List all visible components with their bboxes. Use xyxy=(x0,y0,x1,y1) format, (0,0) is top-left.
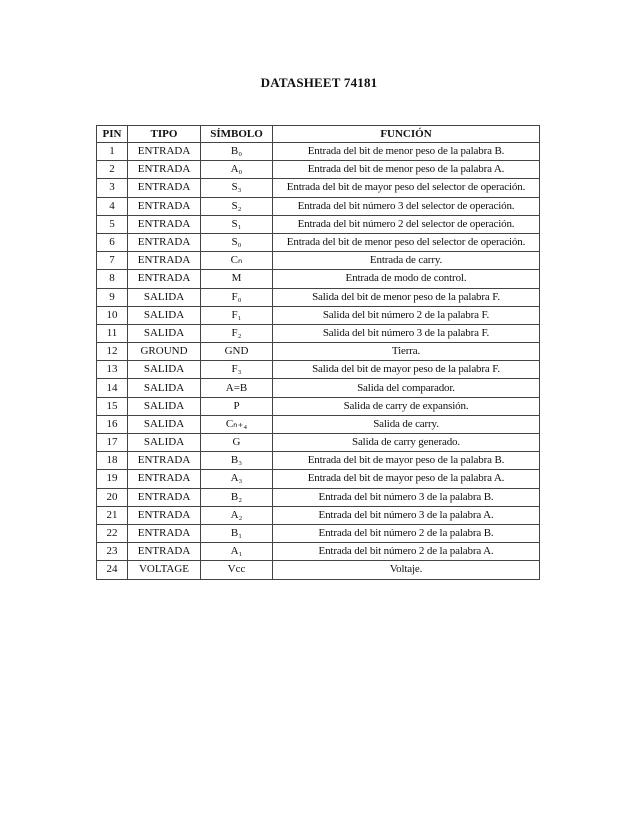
cell-tipo: ENTRADA xyxy=(128,543,201,561)
table-row xyxy=(97,470,540,488)
cell-pin: 15 xyxy=(97,397,128,415)
cell-funcion: Salida de carry de expansión. xyxy=(273,397,540,415)
table-row xyxy=(97,288,540,306)
cell-simbolo: Cₙ₊₄ xyxy=(201,415,273,433)
cell-funcion: Entrada del bit de menor peso de la palabra A. xyxy=(273,161,540,179)
cell-pin: 17 xyxy=(97,434,128,452)
cell-pin: 18 xyxy=(97,452,128,470)
cell-pin: 22 xyxy=(97,524,128,542)
cell-pin: 2 xyxy=(97,161,128,179)
cell-simbolo: Vcc xyxy=(201,561,273,579)
cell-funcion: Salida de carry. xyxy=(273,415,540,433)
table-body xyxy=(97,143,540,580)
table-row xyxy=(97,233,540,251)
table-row xyxy=(97,524,540,542)
cell-funcion: Entrada del bit de menor peso de la palabra B. xyxy=(273,143,540,161)
cell-funcion: Entrada de carry. xyxy=(273,252,540,270)
cell-pin: 1 xyxy=(97,143,128,161)
cell-pin: 12 xyxy=(97,343,128,361)
cell-pin: 11 xyxy=(97,324,128,342)
table-row xyxy=(97,143,540,161)
header-pin: PIN xyxy=(97,126,128,143)
table-row xyxy=(97,324,540,342)
cell-simbolo: G xyxy=(201,434,273,452)
cell-funcion: Entrada de modo de control. xyxy=(273,270,540,288)
cell-simbolo: A₃ xyxy=(201,470,273,488)
table-row xyxy=(97,306,540,324)
cell-funcion: Tierra. xyxy=(273,343,540,361)
cell-pin: 16 xyxy=(97,415,128,433)
cell-funcion: Salida del bit de menor peso de la palabra F. xyxy=(273,288,540,306)
cell-pin: 20 xyxy=(97,488,128,506)
cell-simbolo: A₁ xyxy=(201,543,273,561)
cell-tipo: SALIDA xyxy=(128,415,201,433)
cell-tipo: ENTRADA xyxy=(128,215,201,233)
cell-tipo: ENTRADA xyxy=(128,179,201,197)
cell-pin: 3 xyxy=(97,179,128,197)
table-row xyxy=(97,543,540,561)
cell-simbolo: F₁ xyxy=(201,306,273,324)
cell-funcion: Voltaje. xyxy=(273,561,540,579)
cell-tipo: SALIDA xyxy=(128,361,201,379)
cell-tipo: ENTRADA xyxy=(128,270,201,288)
cell-pin: 14 xyxy=(97,379,128,397)
cell-funcion: Salida del bit de mayor peso de la palabra F. xyxy=(273,361,540,379)
cell-funcion: Salida de carry generado. xyxy=(273,434,540,452)
cell-pin: 10 xyxy=(97,306,128,324)
table-row xyxy=(97,361,540,379)
cell-funcion: Entrada del bit de mayor peso de la palabra A. xyxy=(273,470,540,488)
table-row xyxy=(97,434,540,452)
cell-funcion: Salida del comparador. xyxy=(273,379,540,397)
cell-pin: 4 xyxy=(97,197,128,215)
cell-tipo: ENTRADA xyxy=(128,233,201,251)
cell-tipo: SALIDA xyxy=(128,379,201,397)
cell-tipo: SALIDA xyxy=(128,288,201,306)
cell-simbolo: F₃ xyxy=(201,361,273,379)
cell-pin: 19 xyxy=(97,470,128,488)
table-row xyxy=(97,488,540,506)
cell-pin: 8 xyxy=(97,270,128,288)
header-simbolo: SÍMBOLO xyxy=(201,126,273,143)
cell-pin: 6 xyxy=(97,233,128,251)
table-row xyxy=(97,452,540,470)
cell-pin: 21 xyxy=(97,506,128,524)
cell-tipo: ENTRADA xyxy=(128,488,201,506)
cell-simbolo: F₂ xyxy=(201,324,273,342)
cell-simbolo: Cₙ xyxy=(201,252,273,270)
header-tipo: TIPO xyxy=(128,126,201,143)
cell-tipo: ENTRADA xyxy=(128,452,201,470)
cell-funcion: Entrada del bit de mayor peso del selector de operación. xyxy=(273,179,540,197)
header-funcion: FUNCIÓN xyxy=(273,126,540,143)
cell-simbolo: M xyxy=(201,270,273,288)
cell-funcion: Entrada del bit número 3 del selector de operación. xyxy=(273,197,540,215)
cell-tipo: SALIDA xyxy=(128,397,201,415)
cell-tipo: ENTRADA xyxy=(128,506,201,524)
cell-funcion: Entrada del bit número 2 del selector de operación. xyxy=(273,215,540,233)
cell-simbolo: A₀ xyxy=(201,161,273,179)
table-row xyxy=(97,379,540,397)
cell-funcion: Salida del bit número 2 de la palabra F. xyxy=(273,306,540,324)
cell-simbolo: B₂ xyxy=(201,488,273,506)
cell-pin: 7 xyxy=(97,252,128,270)
cell-simbolo: P xyxy=(201,397,273,415)
table-row xyxy=(97,270,540,288)
cell-simbolo: S₃ xyxy=(201,179,273,197)
cell-tipo: SALIDA xyxy=(128,306,201,324)
cell-funcion: Entrada del bit número 3 de la palabra A. xyxy=(273,506,540,524)
table-row xyxy=(97,197,540,215)
cell-simbolo: B₁ xyxy=(201,524,273,542)
cell-simbolo: A₂ xyxy=(201,506,273,524)
table-row xyxy=(97,252,540,270)
cell-pin: 13 xyxy=(97,361,128,379)
cell-simbolo: B₀ xyxy=(201,143,273,161)
cell-funcion: Entrada del bit número 3 de la palabra B. xyxy=(273,488,540,506)
pin-table xyxy=(96,125,540,580)
cell-simbolo: S₂ xyxy=(201,197,273,215)
cell-tipo: ENTRADA xyxy=(128,524,201,542)
cell-tipo: ENTRADA xyxy=(128,161,201,179)
cell-tipo: ENTRADA xyxy=(128,197,201,215)
cell-simbolo: A=B xyxy=(201,379,273,397)
cell-funcion: Entrada del bit de menor peso del selector de operación. xyxy=(273,233,540,251)
cell-tipo: ENTRADA xyxy=(128,470,201,488)
table-header-row xyxy=(97,126,540,143)
cell-funcion: Entrada del bit número 2 de la palabra A. xyxy=(273,543,540,561)
table-row xyxy=(97,215,540,233)
cell-funcion: Salida del bit número 3 de la palabra F. xyxy=(273,324,540,342)
cell-simbolo: B₃ xyxy=(201,452,273,470)
cell-pin: 23 xyxy=(97,543,128,561)
table-row xyxy=(97,343,540,361)
table-row xyxy=(97,179,540,197)
cell-simbolo: F₀ xyxy=(201,288,273,306)
cell-tipo: ENTRADA xyxy=(128,252,201,270)
cell-tipo: ENTRADA xyxy=(128,143,201,161)
document-title: DATASHEET 74181 xyxy=(260,75,378,90)
cell-simbolo: S₁ xyxy=(201,215,273,233)
cell-tipo: GROUND xyxy=(128,343,201,361)
table-row xyxy=(97,415,540,433)
cell-pin: 24 xyxy=(97,561,128,579)
cell-funcion: Entrada del bit de mayor peso de la palabra B. xyxy=(273,452,540,470)
table-row xyxy=(97,397,540,415)
cell-pin: 5 xyxy=(97,215,128,233)
table-row xyxy=(97,506,540,524)
table-row xyxy=(97,561,540,579)
cell-simbolo: S₀ xyxy=(201,233,273,251)
cell-tipo: VOLTAGE xyxy=(128,561,201,579)
table-row xyxy=(97,161,540,179)
cell-tipo: SALIDA xyxy=(128,434,201,452)
cell-funcion: Entrada del bit número 2 de la palabra B. xyxy=(273,524,540,542)
cell-tipo: SALIDA xyxy=(128,324,201,342)
cell-simbolo: GND xyxy=(201,343,273,361)
cell-pin: 9 xyxy=(97,288,128,306)
